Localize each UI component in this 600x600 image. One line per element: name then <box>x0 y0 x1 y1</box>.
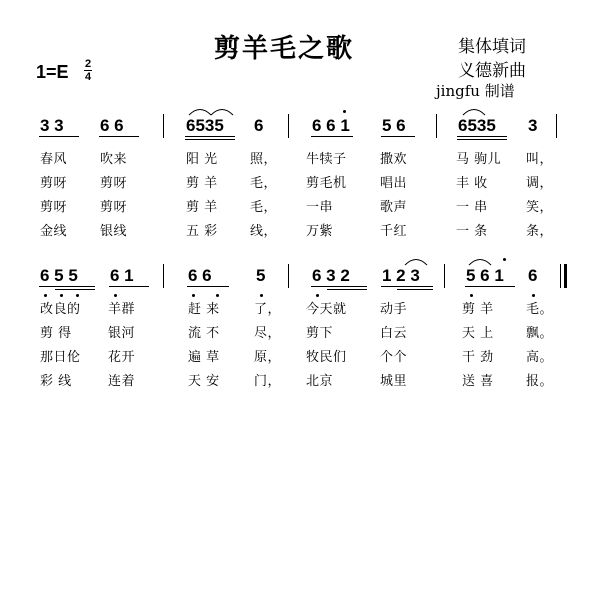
lyric: 尽， <box>254 326 282 341</box>
lyric: 送 喜 <box>462 374 494 389</box>
note-group: 6535 <box>458 116 496 135</box>
note-group: 6 6 <box>100 116 124 135</box>
lyric: 飘。 <box>526 326 554 341</box>
lyric: 照， <box>250 152 278 167</box>
lyric: 剪呀 <box>100 176 128 191</box>
lyric: 金线 <box>40 224 68 239</box>
beam-line <box>311 286 367 287</box>
final-bar-thick <box>564 264 567 288</box>
octave-dot-low <box>216 294 219 297</box>
lyric: 剪呀 <box>40 176 68 191</box>
slur-mark <box>468 256 492 266</box>
lyric: 彩 线 <box>40 374 72 389</box>
beam-line <box>187 286 229 287</box>
lyric: 遍 草 <box>188 350 220 365</box>
bar-line <box>163 264 164 288</box>
note-group: 6 6 <box>188 266 212 285</box>
bar-line <box>444 264 445 288</box>
note-group: 5 <box>256 266 266 285</box>
lyric: 叫， <box>526 152 554 167</box>
beam-line <box>55 289 95 290</box>
lyric: 剪呀 <box>100 200 128 215</box>
note-group: 5 6 1 <box>466 266 504 285</box>
beam-line <box>99 136 139 137</box>
lyric: 牛犊子 <box>306 152 347 167</box>
octave-dot-high <box>503 258 506 261</box>
octave-dot-low <box>60 294 63 297</box>
lyric: 唱出 <box>380 176 408 191</box>
lyric: 线， <box>250 224 278 239</box>
bar-line <box>436 114 437 138</box>
time-signature-top: 2 <box>84 58 92 70</box>
note-group: 6 1 <box>110 266 134 285</box>
octave-dot-low <box>44 294 47 297</box>
lyric: 剪 羊 <box>186 200 218 215</box>
beam-line <box>381 286 433 287</box>
octave-dot-low <box>192 294 195 297</box>
key-signature: 1=E <box>36 62 69 82</box>
lyric: 春风 <box>40 152 68 167</box>
lyric: 剪毛机 <box>306 176 347 191</box>
lyric: 丰 收 <box>456 176 488 191</box>
arranger-credit: jingfu 制谱 <box>436 82 515 100</box>
lyric: 调， <box>526 176 554 191</box>
bar-line <box>163 114 164 138</box>
lyric: 天 上 <box>462 326 494 341</box>
octave-dot-low <box>260 294 263 297</box>
beam-line <box>381 136 415 137</box>
bar-line <box>288 264 289 288</box>
lyric: 原， <box>254 350 282 365</box>
lyric: 剪呀 <box>40 200 68 215</box>
octave-dot-low <box>76 294 79 297</box>
lyric: 那日伦 <box>40 350 81 365</box>
lyric: 毛。 <box>526 302 554 317</box>
slur-mark <box>210 106 234 116</box>
note-group: 6535 <box>186 116 224 135</box>
lyric: 剪 羊 <box>462 302 494 317</box>
beam-line <box>457 139 507 140</box>
beam-line <box>327 289 367 290</box>
lyric: 个个 <box>380 350 408 365</box>
note-group: 6 <box>254 116 264 135</box>
lyric: 城里 <box>380 374 408 389</box>
slur-mark <box>188 106 212 116</box>
song-title: 剪羊毛之歌 <box>214 34 355 64</box>
beam-line <box>109 286 149 287</box>
lyric: 连着 <box>108 374 136 389</box>
lyric: 一串 <box>306 200 334 215</box>
beam-line <box>185 139 235 140</box>
octave-dot-low <box>470 294 473 297</box>
note-group: 3 3 <box>40 116 64 135</box>
lyric: 一 条 <box>456 224 488 239</box>
lyric: 报。 <box>526 374 554 389</box>
note-group: 5 6 <box>382 116 406 135</box>
beam-line <box>185 136 235 137</box>
note-group: 6 5 5 <box>40 266 78 285</box>
lyric: 歌声 <box>380 200 408 215</box>
bar-line <box>556 114 557 138</box>
composer-credit: 义德新曲 <box>458 61 526 81</box>
lyric: 毛， <box>250 176 278 191</box>
lyric: 天 安 <box>188 374 220 389</box>
slur-mark <box>404 256 428 266</box>
lyric: 了， <box>254 302 282 317</box>
lyricist-credit: 集体填词 <box>458 37 526 57</box>
lyric: 花开 <box>108 350 136 365</box>
lyric: 羊群 <box>108 302 136 317</box>
lyric: 万紫 <box>306 224 334 239</box>
note-group: 6 6 1 <box>312 116 350 135</box>
lyric: 条， <box>526 224 554 239</box>
note-group: 6 <box>528 266 538 285</box>
final-bar-thin <box>560 264 561 288</box>
lyric: 动手 <box>380 302 408 317</box>
lyric: 撒欢 <box>380 152 408 167</box>
lyric: 笑， <box>526 200 554 215</box>
note-group: 1 2 3 <box>382 266 420 285</box>
lyric: 改良的 <box>40 302 81 317</box>
lyric: 高。 <box>526 350 554 365</box>
lyric: 剪下 <box>306 326 334 341</box>
beam-line <box>311 136 353 137</box>
lyric: 门， <box>254 374 282 389</box>
octave-dot-low <box>114 294 117 297</box>
beam-line <box>397 289 433 290</box>
lyric: 剪 羊 <box>186 176 218 191</box>
lyric: 阳 光 <box>186 152 218 167</box>
lyric: 今天就 <box>306 302 347 317</box>
beam-line <box>457 136 507 137</box>
note-group: 3 <box>528 116 538 135</box>
note-group: 6 3 2 <box>312 266 350 285</box>
octave-dot-low <box>316 294 319 297</box>
lyric: 五 彩 <box>186 224 218 239</box>
lyric: 干 劲 <box>462 350 494 365</box>
lyric: 赶 来 <box>188 302 220 317</box>
lyric: 毛， <box>250 200 278 215</box>
lyric: 一 串 <box>456 200 488 215</box>
lyric: 吹来 <box>100 152 128 167</box>
beam-line <box>465 286 515 287</box>
lyric: 白云 <box>380 326 408 341</box>
lyric: 北京 <box>306 374 334 389</box>
lyric: 流 不 <box>188 326 220 341</box>
time-signature-bottom: 4 <box>84 71 92 83</box>
beam-line <box>39 136 79 137</box>
lyric: 马 驹儿 <box>456 152 502 167</box>
lyric: 千红 <box>380 224 408 239</box>
octave-dot-low <box>532 294 535 297</box>
lyric: 银线 <box>100 224 128 239</box>
time-signature <box>84 58 92 83</box>
beam-line <box>39 286 95 287</box>
slur-mark <box>462 106 486 116</box>
octave-dot-high <box>343 110 346 113</box>
lyric: 剪 得 <box>40 326 72 341</box>
bar-line <box>288 114 289 138</box>
lyric: 牧民们 <box>306 350 347 365</box>
lyric: 银河 <box>108 326 136 341</box>
